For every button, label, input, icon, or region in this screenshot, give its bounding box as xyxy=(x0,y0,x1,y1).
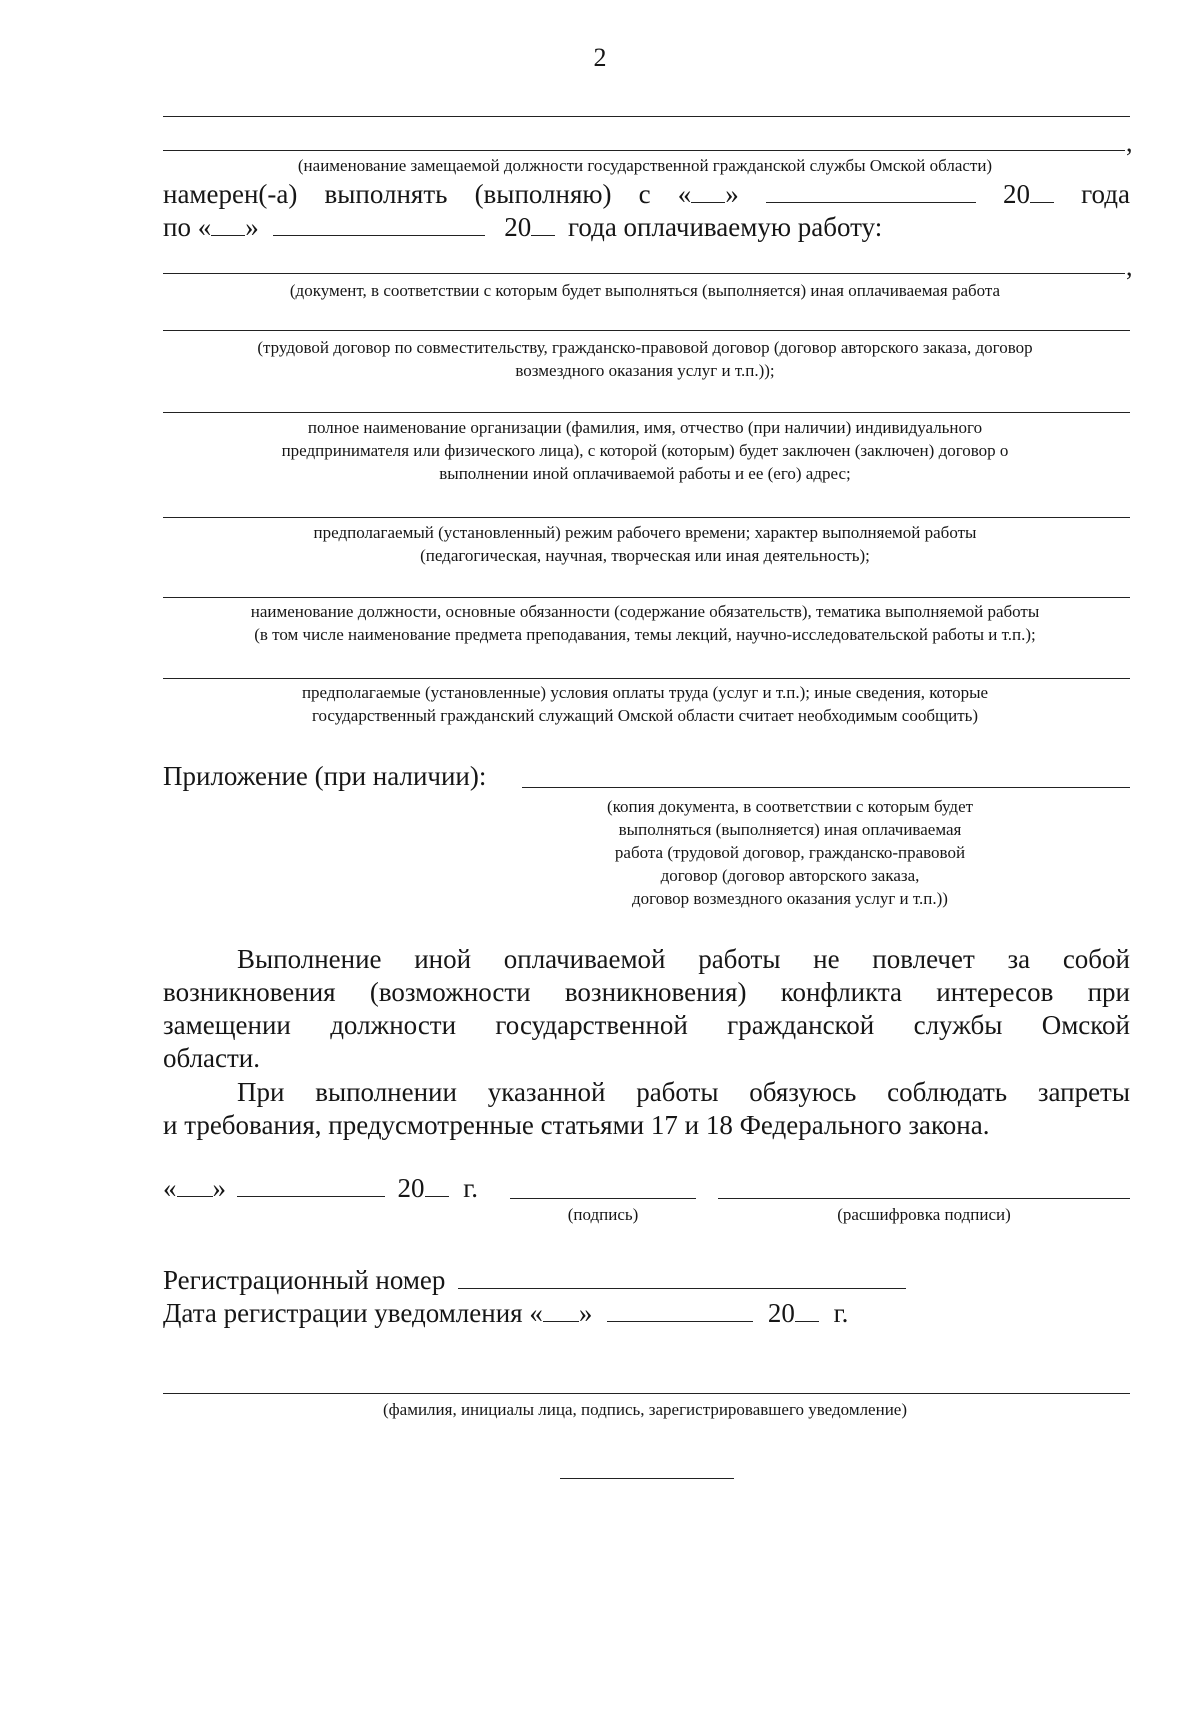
caption-registrar: (фамилия, инициалы лица, подпись, зарегистрировавшего уведомление) xyxy=(382,1400,908,1419)
contract-line[interactable] xyxy=(163,330,1130,331)
start-date-open-quote: « xyxy=(677,179,692,209)
registration-date-close-quote: » xyxy=(578,1298,593,1328)
statement-obligation xyxy=(163,1076,1130,1142)
attachment-line[interactable] xyxy=(522,787,1130,788)
registration-day-field[interactable] xyxy=(543,1299,579,1322)
caption-signature-decoding: (расшифровка подписи) xyxy=(837,1205,1011,1224)
sign-year-field[interactable] xyxy=(425,1174,449,1197)
position-line-2[interactable] xyxy=(163,150,1125,151)
intent-line-1 xyxy=(163,178,1130,211)
start-day-field[interactable] xyxy=(691,180,725,203)
end-date-close-quote: » xyxy=(245,212,259,242)
position-line-1[interactable] xyxy=(163,116,1130,117)
start-date xyxy=(678,178,739,211)
caption-document: (документ, в соответствии с которым будет выполняться (выполняется) иная оплачиваемая работа xyxy=(289,281,1001,300)
caption-contract-1: (трудовой договор по совместительству, гражданско-правовой договор (договор авторского заказа, договор xyxy=(257,338,1033,357)
regime-line[interactable] xyxy=(163,517,1130,518)
intent-word-4: с xyxy=(638,179,651,209)
registration-year-field[interactable] xyxy=(795,1299,819,1322)
caption-organization-1: полное наименование организации (фамилия, имя, отчество (при наличии) индивидуального xyxy=(307,418,983,437)
end-date-prefix: по « xyxy=(163,212,212,242)
attachment-caption-line: договор возмездного оказания услуг и т.п.)) xyxy=(632,889,948,908)
caption-organization-2: предпринимателя или физического лица), с которой (которым) будет заключен (заключен) договор о xyxy=(281,441,1009,460)
registration-year-suffix: г. xyxy=(833,1298,849,1328)
attachment-caption xyxy=(540,795,1040,910)
registrar-line[interactable] xyxy=(163,1393,1130,1394)
intent-word-1: намерен(-а) xyxy=(163,179,298,209)
start-year-field[interactable] xyxy=(1030,180,1054,203)
start-year-prefix: 20 xyxy=(1002,179,1030,209)
caption-regime-2: (педагогическая, научная, творческая или иная деятельность); xyxy=(420,546,870,565)
signature-date xyxy=(163,1172,478,1205)
document-line[interactable] xyxy=(163,273,1125,274)
caption-payment-1: предполагаемые (установленные) условия оплаты труда (услуг и т.п.); иные сведения, которые xyxy=(301,683,989,702)
attachment-caption-line: договор (договор авторского заказа, xyxy=(660,866,920,885)
statement-line: области. xyxy=(163,1043,261,1073)
registration-number-label: Регистрационный номер xyxy=(163,1265,446,1295)
signature-field[interactable] xyxy=(510,1198,696,1199)
statement-line: замещении должности государственной гражданской службы Омской xyxy=(163,1010,1130,1040)
attachment-caption-line: выполняться (выполняется) иная оплачиваемая xyxy=(618,820,962,839)
end-day-field[interactable] xyxy=(211,213,245,236)
attachment-caption-line: работа (трудовой договор, гражданско-правовой xyxy=(614,843,966,862)
statement-line: Выполнение иной оплачиваемой работы не повлечет за собой xyxy=(237,944,1130,974)
signature-decoding-field[interactable] xyxy=(718,1198,1130,1199)
duties-line[interactable] xyxy=(163,597,1130,598)
intent-line-2 xyxy=(163,211,882,244)
end-year-field[interactable] xyxy=(531,213,555,236)
registration-year-prefix: 20 xyxy=(767,1298,795,1328)
comma: , xyxy=(1126,128,1133,157)
end-year-prefix: 20 xyxy=(504,212,532,242)
attachment-caption-line: (копия документа, в соответствии с которым будет xyxy=(606,797,974,816)
intent-word-year: года xyxy=(1081,179,1130,209)
statement-conflict xyxy=(163,943,1130,1075)
statement-line: и требования, предусмотренные статьями 17 и 18 Федерального закона. xyxy=(163,1110,990,1140)
registration-date-row xyxy=(163,1297,848,1330)
statement-line: возникновения (возможности возникновения) конфликта интересов при xyxy=(163,977,1130,1007)
sign-date-close-quote: » xyxy=(212,1173,226,1203)
intent-word-3: (выполняю) xyxy=(474,179,612,209)
sign-year-suffix: г. xyxy=(463,1173,479,1203)
intent-word-2: выполнять xyxy=(324,179,448,209)
sign-year-prefix: 20 xyxy=(397,1173,425,1203)
caption-contract-2: возмездного оказания услуг и т.п.)); xyxy=(515,361,775,380)
caption-regime-1: предполагаемый (установленный) режим рабочего времени; характер выполняемой работы xyxy=(313,523,977,542)
page-number: 2 xyxy=(593,43,607,72)
sign-month-field[interactable] xyxy=(237,1174,385,1197)
sign-day-field[interactable] xyxy=(177,1174,213,1197)
organization-line[interactable] xyxy=(163,412,1130,413)
caption-signature: (подпись) xyxy=(567,1205,639,1224)
payment-line[interactable] xyxy=(163,678,1130,679)
registration-month-field[interactable] xyxy=(607,1299,753,1322)
statement-line: При выполнении указанной работы обязуюсь соблюдать запреты xyxy=(237,1077,1130,1107)
start-date-close-quote: » xyxy=(725,179,739,209)
attachment-label: Приложение (при наличии): xyxy=(163,761,487,791)
caption-payment-2: государственный гражданский служащий Омской области считает необходимым сообщить) xyxy=(311,706,979,725)
caption-duties-2: (в том числе наименование предмета преподавания, темы лекций, научно-исследовательской работы и т.п.); xyxy=(254,625,1036,644)
start-month-field[interactable] xyxy=(766,180,976,203)
registration-date-label: Дата регистрации уведомления « xyxy=(163,1298,543,1328)
registration-number-field[interactable] xyxy=(458,1266,906,1289)
start-year xyxy=(1003,178,1054,211)
sign-date-open-quote: « xyxy=(163,1173,177,1203)
caption-duties-1: наименование должности, основные обязанности (содержание обязательств), тематика выполняемой работы xyxy=(250,602,1040,621)
registration-number-row xyxy=(163,1264,906,1297)
end-month-field[interactable] xyxy=(273,213,485,236)
end-date-suffix: года оплачиваемую работу: xyxy=(567,212,883,242)
caption-organization-3: выполнении иной оплачиваемой работы и ее (его) адрес; xyxy=(439,464,851,483)
comma: , xyxy=(1126,252,1133,281)
end-divider xyxy=(560,1478,734,1479)
caption-position: (наименование замещаемой должности государственной гражданской службы Омской области) xyxy=(297,156,993,175)
